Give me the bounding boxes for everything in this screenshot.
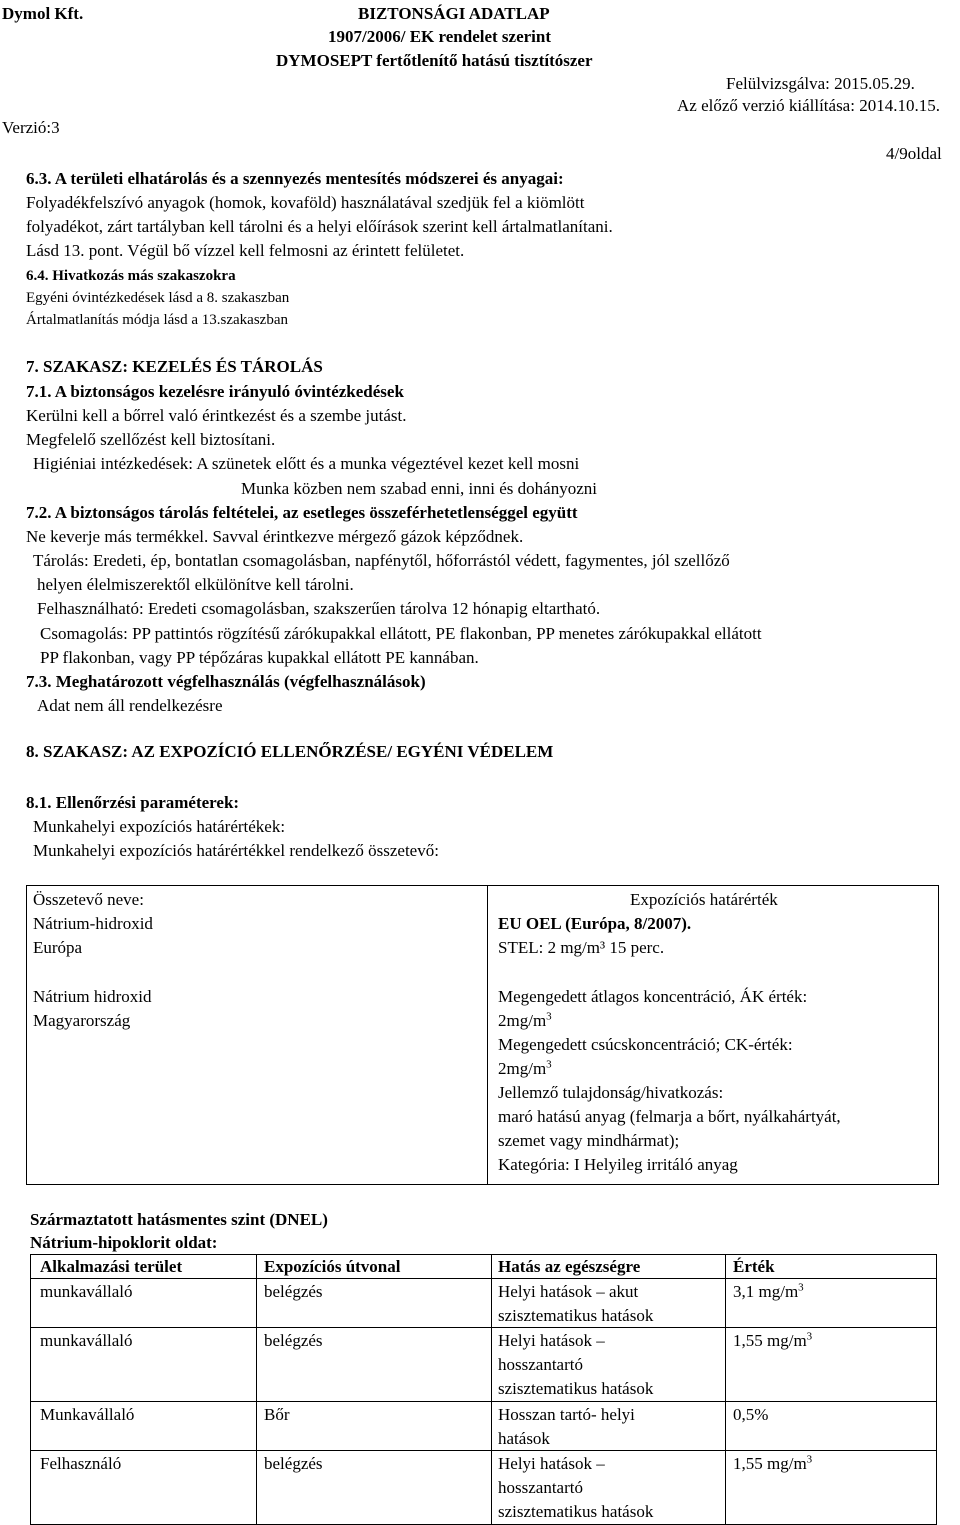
paragraph-line: Munka közben nem szabad enni, inni és dohányozni (241, 479, 597, 498)
paragraph-line: Egyéni óvintézkedések lásd a 8. szakaszban (26, 290, 290, 306)
paragraph-line: Lásd 13. pont. Végül bő vízzel kell felmosni az érintett felületet. (26, 241, 465, 260)
paragraph-line: Megfelelő szellőzést kell biztosítani. (26, 430, 276, 449)
limit-text-line: Megengedett csúcskoncentráció; CK-érték: (498, 1035, 793, 1054)
table-cell-value: 1,55 $mg/m^3$ (733, 1453, 813, 1473)
column-divider (487, 885, 488, 1185)
limit-text-line: $2mg/m^3$ (498, 1058, 552, 1078)
row-divider (30, 1327, 937, 1328)
table-cell-route: belégzés (264, 1282, 323, 1301)
column-divider (491, 1254, 492, 1525)
product-name: DYMOSEPT fertőtlenítő hatású tisztítószer (276, 51, 593, 70)
column-divider (256, 1254, 257, 1525)
limit-text-line: $2mg/m^3$ (498, 1010, 552, 1030)
ingredient-name: Nátrium hidroxid (33, 987, 152, 1006)
paragraph-line: Ne keverje más termékkel. Savval érintkezve mérgező gázok képződnek. (26, 527, 524, 546)
ingredient-name: Nátrium-hidroxid (33, 914, 153, 933)
limit-text-line: maró hatású anyag (felmarja a bőrt, nyálkahártyát, (498, 1107, 841, 1126)
table-cell-effect: hosszantartó (498, 1355, 583, 1374)
column-header: Érték (733, 1257, 775, 1276)
section-6-4-title: 6.4. Hivatkozás más szakaszokra (26, 268, 236, 284)
paragraph-line: PP flakonban, vagy PP tépőzáras kupakkal ellátott PE kannában. (40, 648, 479, 667)
section-7-3-title: 7.3. Meghatározott végfelhasználás (végfelhasználások) (26, 672, 426, 691)
column-header-limit: Expozíciós határérték (630, 890, 778, 909)
table-cell-effect: Hosszan tartó- helyi (498, 1405, 635, 1424)
table-cell-value: 3,1 $mg/m^3$ (733, 1281, 804, 1301)
paragraph-line: Tárolás: Eredeti, ép, bontatlan csomagolásban, napfénytől, hőforrástól védett, fagymentes, jól szellőző (33, 551, 730, 570)
company-name: Dymol Kft. (2, 4, 84, 23)
paragraph-line: Adat nem áll rendelkezésre (37, 696, 223, 715)
doc-title: BIZTONSÁGI ADATLAP (358, 4, 550, 23)
table-cell-effect: Helyi hatások – akut (498, 1282, 639, 1301)
table-cell-effect: szisztematikus hatások (498, 1502, 654, 1521)
limit-text-line: szemet vagy mindhármat); (498, 1131, 680, 1150)
paragraph-line: Felhasználható: Eredeti csomagolásban, szakszerűen tárolva 12 hónapig eltartható. (37, 599, 601, 618)
section-8-1-title: 8.1. Ellenőrzési paraméterek: (26, 793, 240, 812)
section-6-3-title: 6.3. A területi elhatárolás és a szennyezés mentesítés módszerei és anyagai: (26, 169, 564, 188)
section-7-1-title: 7.1. A biztonságos kezelésre irányuló óvintézkedések (26, 382, 404, 401)
column-header-ingredient: Összetevő neve: (33, 890, 144, 909)
limit-text-line: Megengedett átlagos koncentráció, ÁK érték: (498, 987, 808, 1006)
paragraph-line: Munkahelyi expozíciós határértékkel rendelkező összetevő: (33, 841, 439, 860)
section-8-title: 8. SZAKASZ: AZ EXPOZÍCIÓ ELLENŐRZÉSE/ EGYÉNI VÉDELEM (26, 742, 554, 761)
section-7-2-title: 7.2. A biztonságos tárolás feltételei, az esetleges összeférhetetlenséggel együtt (26, 503, 578, 522)
paragraph-line: Munkahelyi expozíciós határértékek: (33, 817, 286, 836)
row-divider (30, 1450, 937, 1451)
table-cell-area: munkavállaló (40, 1282, 133, 1301)
paragraph-line: Ártalmatlanítás módja lásd a 13.szakaszban (26, 312, 288, 328)
page-number: 4/9oldal (886, 144, 942, 163)
version-label: Verzió:3 (2, 118, 60, 137)
table-cell-route: Bőr (264, 1405, 290, 1424)
paragraph-line: Kerülni kell a bőrrel való érintkezést és a szembe jutást. (26, 406, 407, 425)
table-cell-effect: Helyi hatások – (498, 1454, 605, 1473)
dnel-title: Származtatott hatásmentes szint (DNEL) (30, 1210, 328, 1229)
revision-date: Felülvizsgálva: 2015.05.29. (726, 74, 915, 93)
table-cell-effect: hosszantartó (498, 1478, 583, 1497)
regulation: 1907/2006/ EK rendelet szerint (328, 27, 552, 46)
table-cell-effect: Helyi hatások – (498, 1331, 605, 1350)
previous-version-date: Az előző verzió kiállítása: 2014.10.15. (677, 96, 940, 115)
limit-standard: EU OEL (Európa, 8/2007). (498, 914, 692, 933)
region-name: Magyarország (33, 1011, 131, 1030)
column-header: Alkalmazási terület (40, 1257, 183, 1276)
dnel-subtitle: Nátrium-hipoklorit oldat: (30, 1233, 218, 1252)
paragraph-line: Csomagolás: PP pattintós rögzítésű zárókupakkal ellátott, PE flakonban, PP menetes zárókupakkal ellátott (40, 624, 762, 643)
table-cell-route: belégzés (264, 1331, 323, 1350)
row-divider (30, 1401, 937, 1402)
table-cell-effect: szisztematikus hatások (498, 1306, 654, 1325)
table-border (26, 885, 939, 1185)
table-cell-value: 1,55 $mg/m^3$ (733, 1330, 813, 1350)
paragraph-line: helyen élelmiszerektől elkülönítve kell tárolni. (37, 575, 354, 594)
column-header: Expozíciós útvonal (264, 1257, 401, 1276)
region-name: Európa (33, 938, 83, 957)
table-cell-area: Munkavállaló (40, 1405, 135, 1424)
column-divider (725, 1254, 726, 1525)
paragraph-line: Folyadékfelszívó anyagok (homok, kovaföld) használatával szedjük fel a kiömlött (26, 193, 585, 212)
table-cell-effect: szisztematikus hatások (498, 1379, 654, 1398)
paragraph-line: folyadékot, zárt tartályban kell tárolni és a helyi előírások szerint kell ártalmatlanítani. (26, 217, 613, 236)
table-cell-area: Felhasználó (40, 1454, 122, 1473)
section-7-title: 7. SZAKASZ: KEZELÉS ÉS TÁROLÁS (26, 357, 323, 376)
table-cell-effect: hatások (498, 1429, 550, 1448)
limit-text-line: Jellemző tulajdonság/hivatkozás: (498, 1083, 724, 1102)
limit-value: STEL: 2 mg/m³ 15 perc. (498, 938, 665, 957)
limit-text-line: Kategória: I Helyileg irritáló anyag (498, 1155, 738, 1174)
table-cell-area: munkavállaló (40, 1331, 133, 1350)
table-cell-route: belégzés (264, 1454, 323, 1473)
table-cell-value: 0,5% (733, 1405, 769, 1424)
paragraph-line: Higiéniai intézkedések: A szünetek előtt és a munka végeztével kezet kell mosni (33, 454, 580, 473)
column-header: Hatás az egészségre (498, 1257, 641, 1276)
